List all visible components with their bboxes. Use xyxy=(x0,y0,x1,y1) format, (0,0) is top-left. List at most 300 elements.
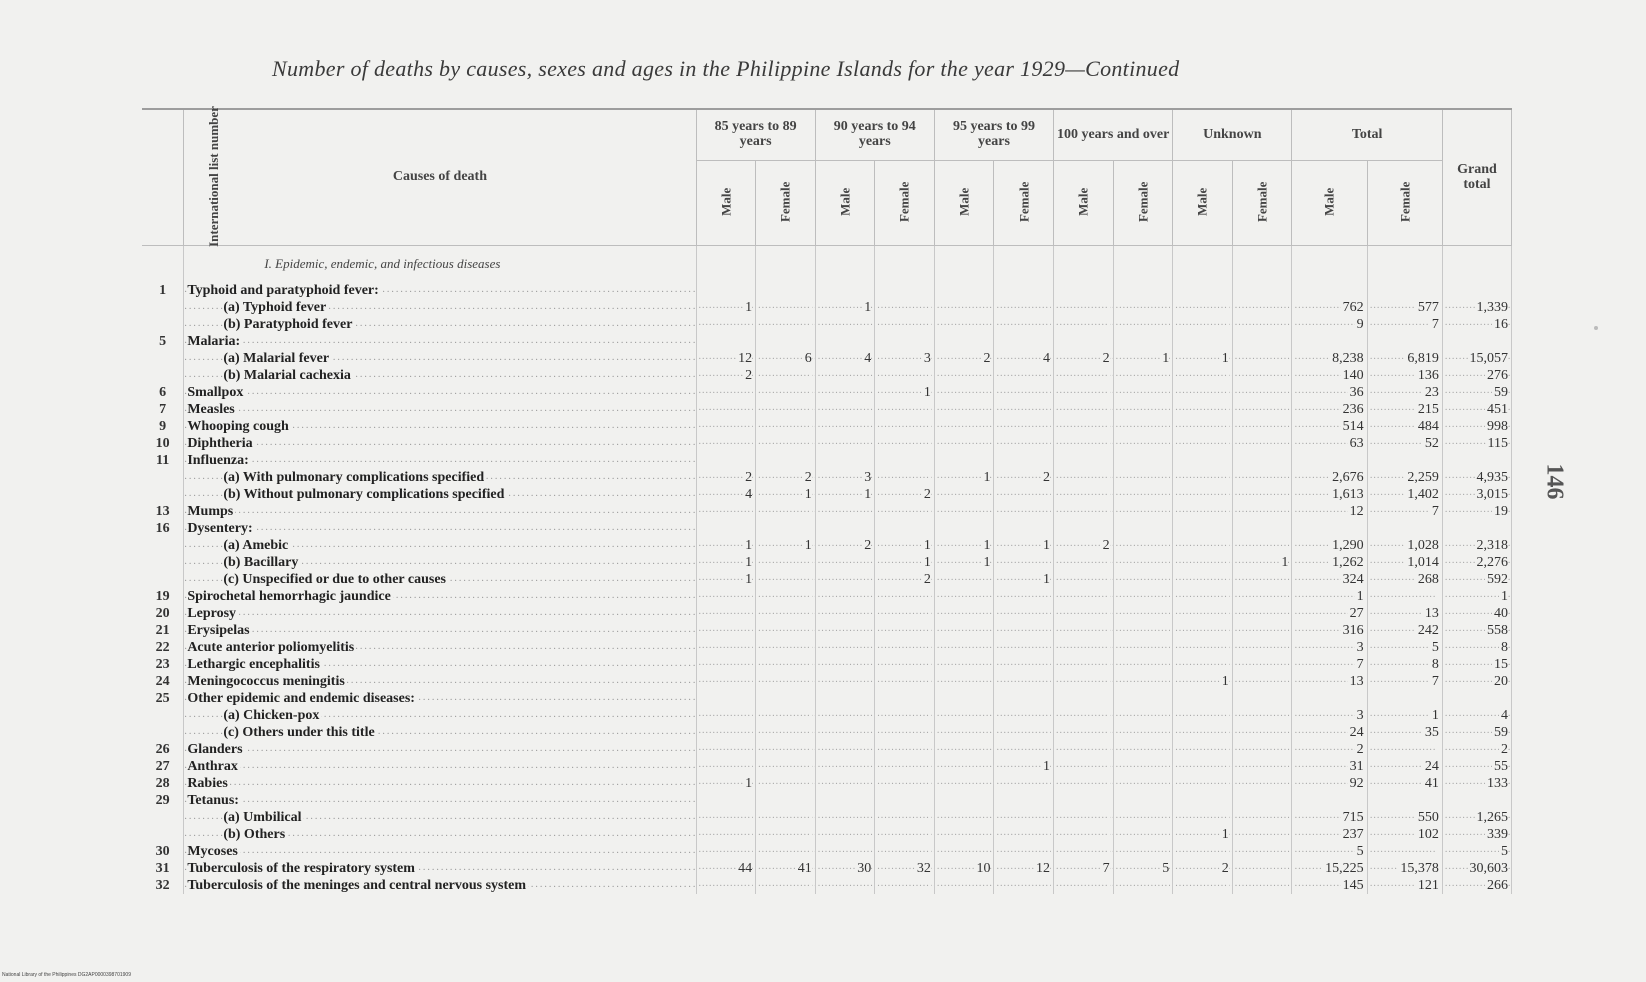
value-cell xyxy=(875,299,935,316)
value-cell xyxy=(1054,333,1114,350)
list-number-cell xyxy=(142,826,184,843)
value-cell xyxy=(994,656,1054,673)
list-number-cell xyxy=(142,707,184,724)
value-cell xyxy=(934,418,994,435)
value-cell: 266 ..... xyxy=(1442,877,1511,894)
value-cell: 5 ..... xyxy=(1292,843,1367,860)
value-cell xyxy=(1054,469,1114,486)
value-cell xyxy=(875,809,935,826)
value-cell xyxy=(875,656,935,673)
value-cell: 44 ..... xyxy=(696,860,756,877)
value-cell xyxy=(1054,843,1114,860)
list-number-cell xyxy=(142,571,184,588)
female-header: Female xyxy=(1232,161,1292,246)
value-cell: 59 ..... xyxy=(1442,724,1511,741)
value-cell: 140 ..... xyxy=(1292,367,1367,384)
value-cell xyxy=(1113,843,1173,860)
value-cell: 1,014 ..... xyxy=(1367,554,1442,571)
value-cell xyxy=(1442,520,1511,537)
value-cell: 13 ..... xyxy=(1367,605,1442,622)
value-cell: 32 ..... xyxy=(875,860,935,877)
value-cell xyxy=(934,401,994,418)
value-cell xyxy=(1113,809,1173,826)
value-cell: 1 ..... xyxy=(696,571,756,588)
value-cell xyxy=(934,452,994,469)
value-cell: 115 ..... xyxy=(1442,435,1511,452)
value-cell xyxy=(696,520,756,537)
value-cell: 7 ..... xyxy=(1367,316,1442,333)
cause-cell: (a) Chicken-pox ..... xyxy=(184,707,696,724)
list-number-cell: 20 xyxy=(142,605,184,622)
value-cell: 2 ..... xyxy=(696,367,756,384)
list-number-cell: 29 xyxy=(142,792,184,809)
value-cell xyxy=(815,826,875,843)
value-cell xyxy=(1054,282,1114,299)
value-cell: 1 ..... xyxy=(1113,350,1173,367)
cause-cell: (b) Paratyphoid fever ..... xyxy=(184,316,696,333)
value-cell: 1 ..... xyxy=(1232,554,1292,571)
value-cell: 1 ..... xyxy=(934,469,994,486)
value-cell xyxy=(1232,299,1292,316)
cause-cell: Mumps ..... xyxy=(184,503,696,520)
list-number-cell: 5 xyxy=(142,333,184,350)
cause-cell: Leprosy ..... xyxy=(184,605,696,622)
value-cell xyxy=(934,588,994,605)
value-cell xyxy=(934,673,994,690)
value-cell xyxy=(1292,520,1367,537)
value-cell: 215 ..... xyxy=(1367,401,1442,418)
list-number-cell xyxy=(142,537,184,554)
value-cell xyxy=(1232,860,1292,877)
value-cell: 514 ..... xyxy=(1292,418,1367,435)
value-cell: 2 ..... xyxy=(756,469,816,486)
value-cell xyxy=(815,316,875,333)
value-cell xyxy=(815,452,875,469)
table-row xyxy=(142,605,1512,622)
value-cell xyxy=(1442,282,1511,299)
value-cell: 484 ..... xyxy=(1367,418,1442,435)
cause-cell: Smallpox ..... xyxy=(184,384,696,401)
list-number-cell: 24 xyxy=(142,673,184,690)
value-cell xyxy=(1173,775,1233,792)
value-cell: 4 ..... xyxy=(1442,707,1511,724)
causes-of-death-header: Causes of death xyxy=(184,109,696,246)
value-cell: 30 ..... xyxy=(815,860,875,877)
value-cell xyxy=(815,741,875,758)
value-cell xyxy=(1113,690,1173,707)
cause-cell: (c) Unspecified or due to other causes ..... xyxy=(184,571,696,588)
list-number-cell xyxy=(142,350,184,367)
value-cell xyxy=(756,299,816,316)
value-cell xyxy=(1173,469,1233,486)
value-cell xyxy=(1367,282,1442,299)
value-cell: 92 ..... xyxy=(1292,775,1367,792)
value-cell xyxy=(815,367,875,384)
value-cell xyxy=(756,554,816,571)
list-number-cell xyxy=(142,469,184,486)
value-cell xyxy=(815,707,875,724)
value-cell xyxy=(815,384,875,401)
value-cell xyxy=(815,435,875,452)
value-cell: 9 ..... xyxy=(1292,316,1367,333)
value-cell: 15 ..... xyxy=(1442,656,1511,673)
value-cell xyxy=(1054,707,1114,724)
value-cell xyxy=(875,401,935,418)
value-cell xyxy=(1113,520,1173,537)
value-cell: 1 ..... xyxy=(696,537,756,554)
group-header-unknown: Unknown xyxy=(1173,109,1292,161)
value-cell: 550 ..... xyxy=(1367,809,1442,826)
list-number-cell: 25 xyxy=(142,690,184,707)
female-header: Female xyxy=(1113,161,1173,246)
value-cell xyxy=(1173,843,1233,860)
value-cell xyxy=(875,520,935,537)
value-cell xyxy=(815,758,875,775)
value-cell xyxy=(1442,690,1511,707)
value-cell xyxy=(934,316,994,333)
value-cell: 1 ..... xyxy=(1292,588,1367,605)
table-row xyxy=(142,792,1512,809)
value-cell xyxy=(696,673,756,690)
value-cell xyxy=(934,690,994,707)
value-cell xyxy=(875,367,935,384)
value-cell xyxy=(1232,537,1292,554)
value-cell xyxy=(994,741,1054,758)
value-cell xyxy=(994,826,1054,843)
value-cell xyxy=(1173,605,1233,622)
value-cell xyxy=(1054,673,1114,690)
value-cell: 4 ..... xyxy=(994,350,1054,367)
value-cell: 19 ..... xyxy=(1442,503,1511,520)
value-cell xyxy=(1054,792,1114,809)
value-cell xyxy=(994,588,1054,605)
value-cell: 5 ..... xyxy=(1113,860,1173,877)
value-cell xyxy=(994,690,1054,707)
value-cell: 2 ..... xyxy=(875,571,935,588)
value-cell xyxy=(875,707,935,724)
value-cell xyxy=(1232,503,1292,520)
value-cell xyxy=(1367,792,1442,809)
value-cell xyxy=(1054,367,1114,384)
value-cell: 8 ..... xyxy=(1442,639,1511,656)
value-cell xyxy=(1054,316,1114,333)
list-number-cell xyxy=(142,724,184,741)
cause-cell: (a) Amebic ..... xyxy=(184,537,696,554)
cause-cell: (c) Others under this title ..... xyxy=(184,724,696,741)
value-cell xyxy=(994,843,1054,860)
cause-cell: (b) Malarial cachexia ..... xyxy=(184,367,696,384)
value-cell xyxy=(1113,605,1173,622)
table-row xyxy=(142,418,1512,435)
table-row xyxy=(142,384,1512,401)
value-cell xyxy=(934,843,994,860)
value-cell xyxy=(875,758,935,775)
value-cell: 1 ..... xyxy=(815,486,875,503)
value-cell xyxy=(1292,282,1367,299)
list-number-cell: 27 xyxy=(142,758,184,775)
female-header: Female xyxy=(1367,161,1442,246)
value-cell xyxy=(696,605,756,622)
value-cell xyxy=(1113,554,1173,571)
value-cell xyxy=(875,622,935,639)
value-cell xyxy=(1113,418,1173,435)
intl-list-number-header: International list number xyxy=(142,109,184,246)
value-cell xyxy=(934,877,994,894)
value-cell: 145 ..... xyxy=(1292,877,1367,894)
value-cell xyxy=(696,809,756,826)
list-number-cell xyxy=(142,316,184,333)
table-row xyxy=(142,350,1512,367)
value-cell xyxy=(815,775,875,792)
value-cell xyxy=(815,554,875,571)
value-cell xyxy=(1232,384,1292,401)
value-cell xyxy=(1232,350,1292,367)
value-cell xyxy=(756,843,816,860)
value-cell xyxy=(756,452,816,469)
value-cell xyxy=(875,333,935,350)
value-cell xyxy=(994,418,1054,435)
list-number-cell: 31 xyxy=(142,860,184,877)
value-cell xyxy=(756,588,816,605)
value-cell xyxy=(815,724,875,741)
value-cell xyxy=(1173,299,1233,316)
value-cell xyxy=(1442,452,1511,469)
value-cell xyxy=(756,316,816,333)
value-cell: 1,402 ..... xyxy=(1367,486,1442,503)
value-cell xyxy=(1367,741,1442,758)
value-cell xyxy=(1113,282,1173,299)
value-cell: 2 ..... xyxy=(1054,350,1114,367)
cause-cell: Measles ..... xyxy=(184,401,696,418)
value-cell xyxy=(1173,588,1233,605)
value-cell xyxy=(1367,843,1442,860)
value-cell xyxy=(1232,605,1292,622)
value-cell xyxy=(994,367,1054,384)
value-cell xyxy=(1173,418,1233,435)
table-row xyxy=(142,469,1512,486)
list-number-cell: 16 xyxy=(142,520,184,537)
value-cell: 1 ..... xyxy=(815,299,875,316)
value-cell xyxy=(1113,775,1173,792)
value-cell xyxy=(1113,384,1173,401)
table-row xyxy=(142,588,1512,605)
value-cell xyxy=(994,554,1054,571)
value-cell: 121 ..... xyxy=(1367,877,1442,894)
value-cell xyxy=(696,452,756,469)
value-cell: 2 ..... xyxy=(875,486,935,503)
value-cell xyxy=(1173,435,1233,452)
value-cell xyxy=(1232,452,1292,469)
table-row xyxy=(142,758,1512,775)
table-row xyxy=(142,554,1512,571)
list-number-cell xyxy=(142,486,184,503)
value-cell xyxy=(934,486,994,503)
value-cell xyxy=(815,418,875,435)
value-cell xyxy=(1054,656,1114,673)
value-cell: 1 ..... xyxy=(875,384,935,401)
value-cell xyxy=(1054,690,1114,707)
value-cell xyxy=(875,469,935,486)
value-cell: 1 ..... xyxy=(696,299,756,316)
value-cell xyxy=(756,809,816,826)
value-cell xyxy=(756,418,816,435)
value-cell xyxy=(1173,452,1233,469)
table-header xyxy=(142,105,1512,247)
table-row xyxy=(142,843,1512,860)
table-row xyxy=(142,707,1512,724)
value-cell xyxy=(1054,486,1114,503)
value-cell xyxy=(1113,537,1173,554)
table-row xyxy=(142,316,1512,333)
value-cell xyxy=(1054,741,1114,758)
value-cell xyxy=(934,656,994,673)
value-cell xyxy=(1113,792,1173,809)
value-cell xyxy=(815,690,875,707)
value-cell xyxy=(1232,843,1292,860)
grand-total-header: Grand total xyxy=(1442,109,1511,246)
value-cell: 4,935 ..... xyxy=(1442,469,1511,486)
value-cell xyxy=(1113,486,1173,503)
value-cell xyxy=(756,707,816,724)
value-cell: 52 ..... xyxy=(1367,435,1442,452)
value-cell xyxy=(1232,571,1292,588)
mortality-table xyxy=(142,105,1512,894)
value-cell xyxy=(1173,571,1233,588)
section-row xyxy=(142,246,1512,283)
value-cell xyxy=(756,282,816,299)
table-row xyxy=(142,775,1512,792)
cause-cell: Tetanus: ..... xyxy=(184,792,696,809)
value-cell xyxy=(1113,469,1173,486)
value-cell: 6 ..... xyxy=(756,350,816,367)
cause-cell: Glanders ..... xyxy=(184,741,696,758)
value-cell xyxy=(1173,639,1233,656)
value-cell xyxy=(756,571,816,588)
value-cell xyxy=(994,775,1054,792)
value-cell xyxy=(1232,809,1292,826)
value-cell xyxy=(994,333,1054,350)
value-cell xyxy=(1113,401,1173,418)
value-cell xyxy=(696,282,756,299)
value-cell: 3 ..... xyxy=(1292,707,1367,724)
value-cell xyxy=(1232,520,1292,537)
value-cell xyxy=(1113,503,1173,520)
value-cell xyxy=(934,707,994,724)
value-cell xyxy=(815,843,875,860)
value-cell xyxy=(875,673,935,690)
value-cell: 451 ..... xyxy=(1442,401,1511,418)
value-cell xyxy=(696,435,756,452)
value-cell xyxy=(1367,588,1442,605)
value-cell: 7 ..... xyxy=(1367,503,1442,520)
value-cell: 268 ..... xyxy=(1367,571,1442,588)
value-cell xyxy=(1054,826,1114,843)
value-cell xyxy=(1232,588,1292,605)
value-cell xyxy=(934,384,994,401)
value-cell xyxy=(934,299,994,316)
page-number: 146 xyxy=(1541,463,1568,500)
value-cell xyxy=(1054,554,1114,571)
value-cell xyxy=(1173,486,1233,503)
value-cell xyxy=(756,367,816,384)
value-cell: 324 ..... xyxy=(1292,571,1367,588)
value-cell xyxy=(1232,486,1292,503)
value-cell xyxy=(1054,724,1114,741)
value-cell xyxy=(1232,401,1292,418)
value-cell xyxy=(1173,401,1233,418)
value-cell xyxy=(1173,707,1233,724)
value-cell xyxy=(994,809,1054,826)
value-cell xyxy=(934,333,994,350)
value-cell: 1 ..... xyxy=(756,537,816,554)
value-cell: 2 ..... xyxy=(1292,741,1367,758)
value-cell: 715 ..... xyxy=(1292,809,1367,826)
cause-cell: Malaria: ..... xyxy=(184,333,696,350)
value-cell xyxy=(756,384,816,401)
value-cell: 7 ..... xyxy=(1292,656,1367,673)
value-cell: 12 ..... xyxy=(696,350,756,367)
value-cell xyxy=(934,571,994,588)
value-cell xyxy=(1113,316,1173,333)
value-cell: 102 ..... xyxy=(1367,826,1442,843)
cause-cell: (a) With pulmonary complications specified ..... xyxy=(184,469,696,486)
value-cell: 12 ..... xyxy=(1292,503,1367,520)
value-cell: 1 ..... xyxy=(1442,588,1511,605)
value-cell xyxy=(756,826,816,843)
value-cell xyxy=(994,503,1054,520)
value-cell xyxy=(994,401,1054,418)
value-cell xyxy=(875,605,935,622)
value-cell xyxy=(756,673,816,690)
value-cell xyxy=(934,503,994,520)
value-cell xyxy=(994,673,1054,690)
value-cell: 30,603 ..... xyxy=(1442,860,1511,877)
value-cell xyxy=(1442,333,1511,350)
value-cell xyxy=(1232,469,1292,486)
value-cell: 27 ..... xyxy=(1292,605,1367,622)
cause-cell: (a) Umbilical ..... xyxy=(184,809,696,826)
value-cell xyxy=(815,792,875,809)
value-cell: 1 ..... xyxy=(934,537,994,554)
value-cell xyxy=(1054,299,1114,316)
value-cell: 1 ..... xyxy=(1173,350,1233,367)
male-header: Male xyxy=(934,161,994,246)
value-cell: 6,819 ..... xyxy=(1367,350,1442,367)
value-cell xyxy=(1232,418,1292,435)
value-cell: 133 ..... xyxy=(1442,775,1511,792)
value-cell xyxy=(875,639,935,656)
value-cell xyxy=(815,503,875,520)
value-cell xyxy=(1113,571,1173,588)
value-cell xyxy=(1113,299,1173,316)
value-cell xyxy=(994,724,1054,741)
value-cell xyxy=(696,418,756,435)
value-cell: 16 ..... xyxy=(1442,316,1511,333)
value-cell: 2 ..... xyxy=(994,469,1054,486)
table-row xyxy=(142,639,1512,656)
value-cell xyxy=(1232,690,1292,707)
value-cell xyxy=(1113,724,1173,741)
value-cell xyxy=(1113,707,1173,724)
value-cell xyxy=(994,520,1054,537)
list-number-cell: 10 xyxy=(142,435,184,452)
value-cell xyxy=(934,792,994,809)
value-cell xyxy=(1054,520,1114,537)
value-cell: 242 ..... xyxy=(1367,622,1442,639)
cause-cell: (a) Typhoid fever ..... xyxy=(184,299,696,316)
value-cell xyxy=(1173,554,1233,571)
value-cell xyxy=(934,724,994,741)
